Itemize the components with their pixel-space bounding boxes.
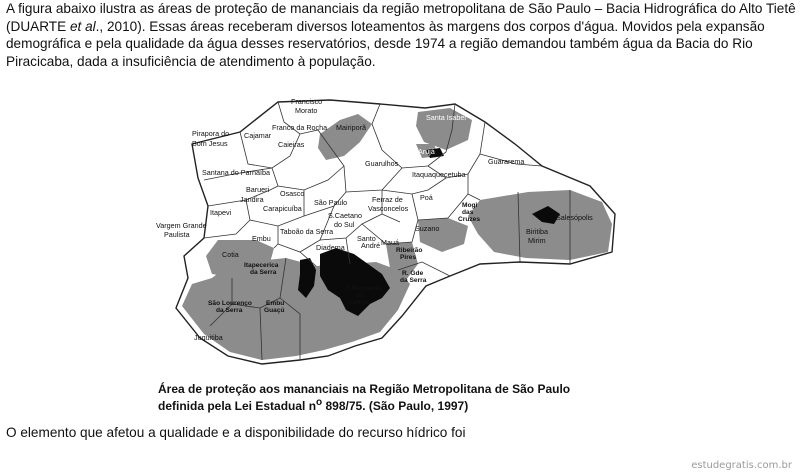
label-embu-guacu-2: Guaçú xyxy=(264,307,285,314)
label-osasco: Osasco xyxy=(280,189,305,198)
label-francisco-morato-2: Morato xyxy=(295,106,318,115)
label-suzano: Suzano xyxy=(415,224,440,233)
label-itapecerica-2: da Serra xyxy=(250,269,277,276)
watermark: estudegratis.com.br xyxy=(691,460,792,471)
label-mogi-3: Cruzes xyxy=(458,216,480,223)
intro-text-2: ., 2010). Essas áreas receberam diversos loteamentos às margens dos corpos d'água. Movidos pela expansão demográfica e pela qualidade da água desses reservatórios, desde 1974 a região demandou também água da Bacia do Rio Piracicaba, dada a insuficiência de atendimento à população. xyxy=(6,18,765,69)
label-rio-grande-2: da Serra xyxy=(400,277,427,284)
label-sao-bernardo-2: do xyxy=(356,292,365,299)
label-ferraz-2: Vasconcelos xyxy=(368,204,409,213)
label-ferraz-1: Ferraz de xyxy=(372,195,403,204)
label-salesopolis: Salesópolis xyxy=(556,213,593,222)
label-biritiba-2: Mirim xyxy=(528,236,546,245)
caption-line-2-pre: definida pela Lei Estadual n xyxy=(158,399,317,413)
label-sao-lourenco-2: da Serra xyxy=(216,307,243,314)
label-cajamar: Cajamar xyxy=(244,131,272,140)
label-guararema: Guararema xyxy=(488,157,525,166)
label-embu: Embu xyxy=(252,234,271,243)
map-figure xyxy=(150,94,620,374)
label-taboao: Taboão da Serra xyxy=(280,227,334,236)
label-guarulhos: Guarulhos xyxy=(365,159,399,168)
map-caption xyxy=(158,382,618,413)
label-santo-andre-2: André xyxy=(361,241,381,250)
label-caieiras: Caieiras xyxy=(278,140,305,149)
label-embu-guacu-1: Embu xyxy=(266,300,285,307)
question-stem: O elemento que afetou a qualidade e a disponibilidade do recurso hídrico foi xyxy=(6,425,466,440)
intro-text-1: A figura abaixo ilustra as áreas de proteção de mananciais da região metropolitana de São Paulo – Bacia Hidrográfica do Alto Tietê (DUARTE xyxy=(6,1,796,34)
label-maua: Mauá xyxy=(381,238,399,247)
label-santana-parnaiba: Santana do Parnaíba xyxy=(202,168,270,177)
protection-area-map xyxy=(150,94,620,374)
label-aruja: Arujá xyxy=(418,147,435,156)
label-carapicuiba: Carapicuíba xyxy=(263,204,302,213)
label-franco-da-rocha: Franco da Rocha xyxy=(272,123,328,132)
label-juquitiba: Juquitiba xyxy=(194,333,223,342)
label-pirapora-1: Pirapora do xyxy=(192,129,230,138)
label-jandira: Jandira xyxy=(240,195,264,204)
label-sao-bernardo-1: S.Bernardo xyxy=(346,285,382,292)
caption-line-2-post: 898/75. (São Paulo, 1997) xyxy=(322,399,469,413)
label-vargem-grande-2: Paulista xyxy=(164,230,190,239)
label-itaquaquecetuba: Itaquaquecetuba xyxy=(412,170,466,179)
label-scaetano-1: S.Caetano xyxy=(328,211,362,220)
label-sao-paulo: São Paulo xyxy=(314,198,348,207)
label-vargem-grande-1: Vargem Grande xyxy=(156,221,207,230)
caption-superscript: o xyxy=(316,397,323,408)
label-ribeirao-pires-2: Pires xyxy=(400,254,417,261)
label-sao-bernardo-3: Campo xyxy=(348,299,371,306)
caption-line-1: Área de proteção aos mananciais na Região Metropolitana de São Paulo xyxy=(158,382,571,396)
label-itapecerica-1: Itapecerica xyxy=(244,262,279,269)
label-mogi-1: Mogi xyxy=(462,202,478,209)
label-biritiba-1: Biritiba xyxy=(526,227,548,236)
intro-et-al: et al xyxy=(69,18,96,34)
intro-paragraph xyxy=(6,0,796,70)
label-pirapora-2: Bom Jesus xyxy=(192,139,228,148)
label-scaetano-2: do Sul xyxy=(334,220,355,229)
label-ribeirao-pires-1: Ribeirão xyxy=(396,247,423,254)
label-sao-lourenco-1: São Lourenço xyxy=(208,300,252,307)
label-mogi-2: das xyxy=(462,209,474,216)
label-francisco-morato-1: Francisco xyxy=(291,97,323,106)
label-diadema: Diadema xyxy=(316,243,345,252)
label-barueri: Barueri xyxy=(246,185,270,194)
label-mairipora: Mairiporã xyxy=(336,123,366,132)
label-rio-grande-1: R. Gde xyxy=(402,270,424,277)
label-santo-andre-1: Santo xyxy=(357,234,376,243)
label-itapevi: Itapevi xyxy=(210,208,232,217)
label-poa: Poá xyxy=(420,193,433,202)
label-cotia: Cotia xyxy=(222,250,239,259)
label-santa-isabel: Santa Isabel xyxy=(426,113,466,122)
